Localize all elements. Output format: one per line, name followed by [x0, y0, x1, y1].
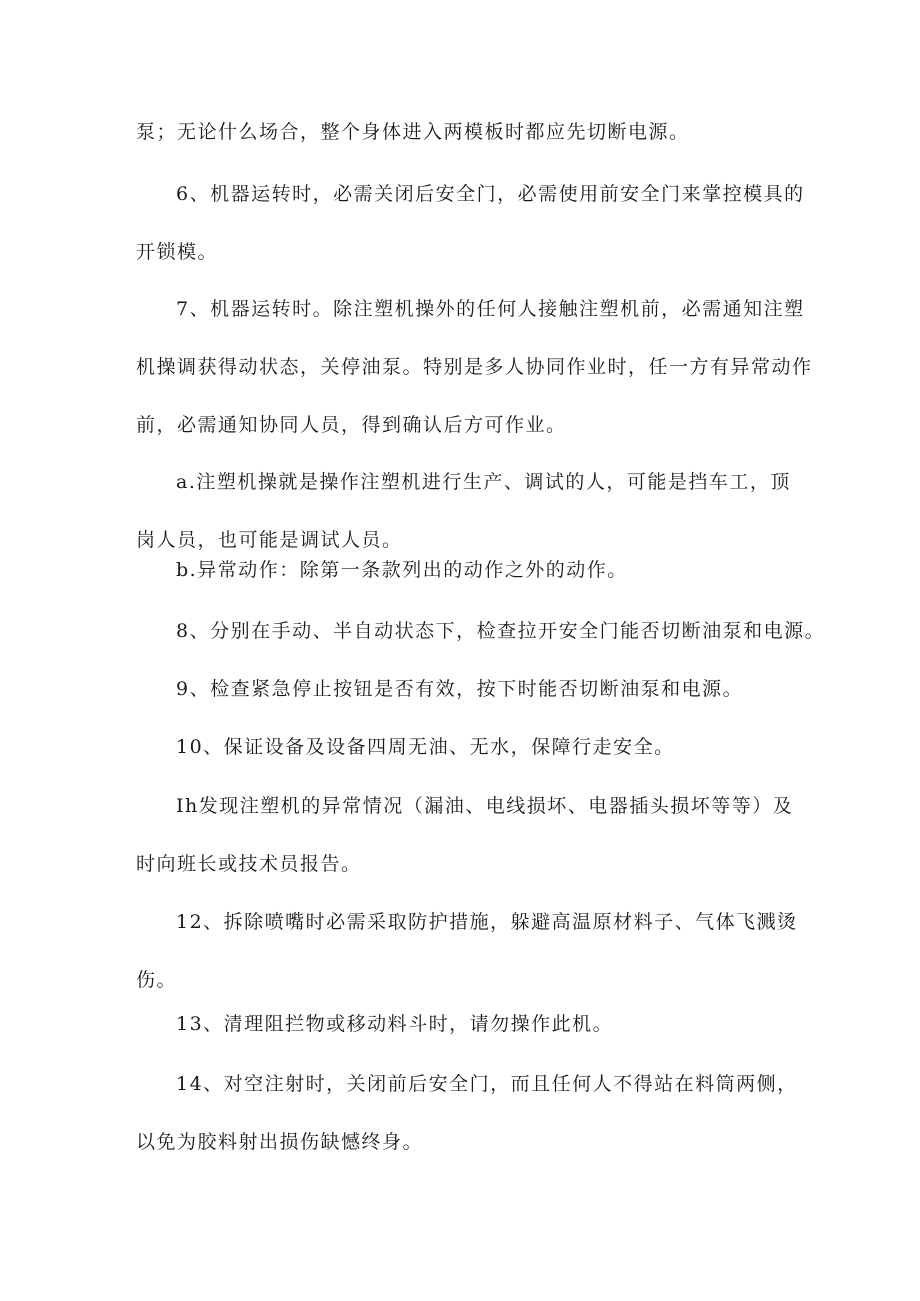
paragraph-continuation — [136, 103, 796, 161]
text-line: 14、对空注射时，关闭前后安全门，而且任何人不得站在料筒两侧， — [176, 1073, 798, 1095]
text-line: 前，必需通知协同人员，得到确认后方可作业。 — [136, 414, 567, 436]
text-line: 泵；无论什么场合，整个身体进入两模板时都应先切断电源。 — [136, 121, 690, 143]
paragraph-item-9 — [136, 660, 796, 718]
text-line: 伤。 — [136, 969, 178, 991]
text-line: Ih发现注塑机的异常情况（漏油、电线损坏、电器插头损坏等等）及 — [176, 795, 794, 817]
paragraph-item-6 — [136, 165, 805, 281]
text-line: a.注塑机操就是操作注塑机进行生产、调试的人，可能是挡车工，顶 — [176, 471, 791, 493]
text-line: 机操调获得动状态，关停油泵。特别是多人协同作业时，任一方有异常动作 — [136, 356, 813, 378]
text-line: 时向班长或技术员报告。 — [136, 853, 362, 875]
text-line: 岗人员，也可能是调试人员。 — [136, 529, 403, 551]
text-line: 开锁模。 — [136, 241, 219, 263]
paragraph-item-b — [136, 541, 796, 599]
paragraph-item-11 — [136, 777, 796, 893]
text-line: 6、机器运转时，必需关闭后安全门，必需使用前安全门来掌控模具的 — [176, 183, 805, 205]
paragraph-item-7 — [136, 280, 813, 454]
paragraph-item-13 — [136, 995, 796, 1053]
text-line: 12、拆除喷嘴时必需采取防护措施，躲避高温原材料子、气体飞溅烫 — [176, 911, 798, 933]
text-line: 8、分别在手动、半自动状态下，检查拉开安全门能否切断油泵和电源。 — [176, 620, 826, 642]
text-line: 以免为胶料射出损伤缺憾终身。 — [136, 1131, 424, 1153]
text-line: 9、检查紧急停止按钮是否有效，按下时能否切断油泵和电源。 — [176, 678, 744, 700]
paragraph-item-12 — [136, 893, 796, 1009]
text-line: 10、保证设备及设备四周无油、无水，保障行走安全。 — [176, 736, 675, 758]
text-line: 13、清理阻拦物或移动料斗时，请勿操作此机。 — [176, 1013, 614, 1035]
paragraph-item-10 — [136, 718, 796, 776]
text-line: 7、机器运转时。除注塑机操外的任何人接触注塑机前，必需通知注塑 — [176, 298, 805, 320]
paragraph-item-8 — [136, 602, 826, 660]
text-line: b.异常动作：除第一条款列出的动作之外的动作。 — [176, 559, 628, 581]
paragraph-item-14 — [136, 1055, 796, 1171]
